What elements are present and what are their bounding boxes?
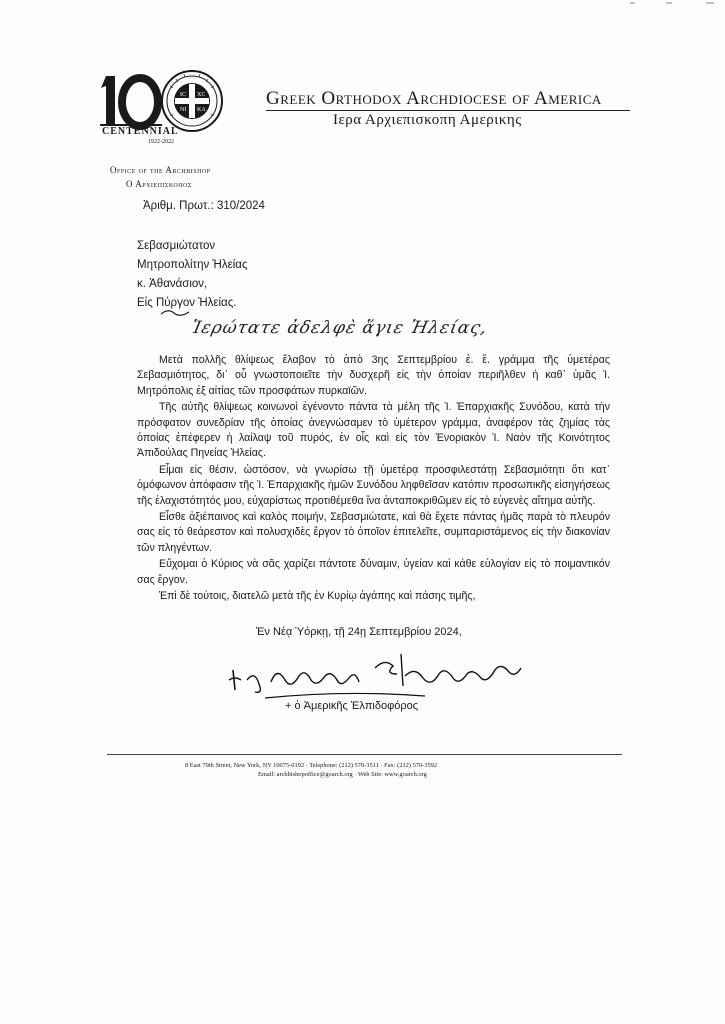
addressee-line: Μητροπολίτην Ἠλείας	[137, 259, 248, 271]
seal-ic: IC	[180, 92, 186, 98]
seal-ni: NI	[180, 107, 187, 113]
letterhead-rule	[266, 110, 630, 111]
protocol-number: Ἀριθμ. Πρωτ.: 310/2024	[143, 200, 265, 212]
salutation-flourish	[160, 306, 190, 318]
seal-ka: KA	[197, 107, 206, 113]
organization-name-greek: Ιερα Αρχιεπισκοπη Αμερικης	[333, 112, 522, 128]
scan-marks	[628, 0, 718, 10]
footer-contact: Email: archbishopoffice@goarch.org · Web Site: www.goarch.org	[258, 771, 427, 778]
signer-name: + ὁ Ἀμερικῆς Ἐλπιδοφόρος	[285, 700, 419, 712]
date-line: Ἐν Νέᾳ Ὑόρκῃ, τῇ 24ῃ Σεπτεμβρίου 2024,	[256, 626, 462, 638]
footer-address: 8 East 79th Street, New York, NY 10075-0192 · Telephone: (212) 570-3511 · Fax: (212) 570-3592	[185, 762, 438, 769]
handwritten-salutation: Ἱερώτατε ἀδελφὲ ἅγιε Ἠλείας,	[189, 318, 490, 338]
body-paragraph: Εἶσθε ἀξιέπαινος καὶ καλὸς ποιμήν, Σεβασμιώτατε, καὶ θὰ ἔχετε πάντας ἡμᾶς παρὰ τὸ πλευρόν σας εἰς τὸ θεάρεστον καὶ πολυσχιδὲς ἔργον τὸ ὁποῖον ἐπιτελεῖτε, συμπαριστάμενος εἰς τὴν διακονίαν τῶν πληγέντων.	[137, 511, 610, 554]
seal-xc: XC	[197, 92, 206, 98]
body-paragraph: Μετὰ πολλῆς θλίψεως ἔλαβον τὸ ἀπὸ 3ης Σεπτεμβρίου ἐ. ἔ. γράμμα τῆς ὑμετέρας Σεβασμιότητος, δι᾽ οὗ γνωστοποιεῖτε τὴν δυσχερῆ εἰς τὴν ὁποίαν περιῆλθεν ἡ καθ᾽ ὑμᾶς Ἱ. Μητρόπολις ἐξ αἰτίας τῶν προσφάτων πυρκαϊῶν.	[137, 354, 610, 397]
letter-body	[137, 353, 610, 606]
footer-rule	[107, 754, 622, 755]
centennial-years: 1922-2022	[148, 139, 174, 145]
body-paragraph: Τῆς αὐτῆς θλίψεως κοινωνοὶ ἐγένοντο πάντα τὰ μέλη τῆς Ἱ. Ἐπαρχιακῆς Συνόδου, κατὰ τὴν πρόσφατον συνεδρίαν τῆς ὁποίας ἀνεγνώσαμεν τὸ ὑμέτερον γράμμα, ἀναφέρον τὰς ζημίας τὰς ὁποίας ἐπέφερεν ἡ λαίλαψ τοῦ πυρός, ἐν οἷς καὶ εἰς τὸν Ἐνοριακὸν Ἱ. Ναὸν τῆς Κοινότητος Ἀπιδούλας Πηνείας Ἠλείας.	[137, 401, 610, 460]
addressee-block	[137, 237, 247, 313]
addressee-line: Εἰς Πύργον Ἠλείας.	[137, 297, 237, 309]
addressee-line: Σεβασμιώτατον	[137, 240, 216, 252]
body-paragraph: Εἶμαι εἰς θέσιν, ὡστόσον, νὰ γνωρίσω τῇ ὑμετέρᾳ προσφιλεστάτῃ Σεβασμιότητι ὅτι κατ᾽ ὁμόφωνον ἀπόφασιν τῆς Ἱ. Ἐπαρχιακῆς ἡμῶν Συνόδου ληφθεῖσαν κατόπιν προσωπικῆς εἰσηγήσεως τῆς ἐλαχιστότητός μου, εὐχαρίστως προτιθέμεθα ἵνα ἀνταποκριθῶμεν εἰς τὸ εὐγενὲς αἴτημα αὐτῆς.	[137, 463, 610, 507]
body-paragraph: Ἐπὶ δὲ τούτοις, διατελῶ μετὰ τῆς ἐν Κυρίῳ ἀγάπης καὶ πάσης τιμῆς,	[159, 590, 476, 603]
centennial-label: CENTENNIAL	[102, 126, 179, 137]
office-greek: Ο Αρχιεπισκοπος	[126, 179, 192, 189]
office-english: Office of the Archbishop	[110, 165, 211, 175]
body-paragraph: Εὔχομαι ὁ Κύριος νὰ σᾶς χαρίζει πάντοτε δύναμιν, ὑγείαν καὶ κάθε εὐλογίαν εἰς τὸ ποιμαντικόν σας ἔργον.	[137, 558, 610, 586]
organization-name-english: Greek Orthodox Archdiocese of America	[266, 88, 602, 109]
addressee-line: κ. Ἀθανάσιον,	[137, 278, 208, 290]
